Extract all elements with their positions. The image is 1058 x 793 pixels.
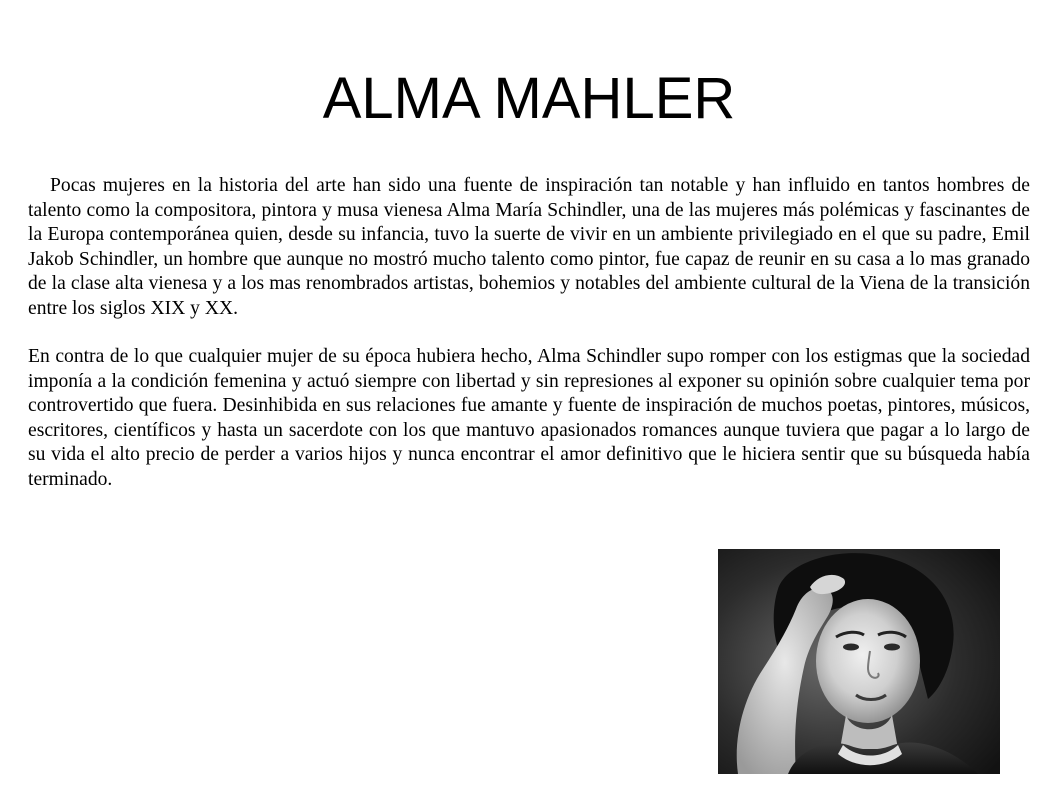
portrait-photo [718, 549, 1000, 774]
paragraph-2: En contra de lo que cualquier mujer de su época hubiera hecho, Alma Schindler supo romper con los estigmas que la sociedad imponía a la condición femenina y actuó siempre con libertad y sin represiones al exponer su opinión sobre cualquier tema por controvertido que fuera. Desinhibida en sus relaciones fue amante y fuente de inspiración de muchos poetas, pintores, músicos, escritores, científicos y hasta un sacerdote con los que mantuvo apasionados romances aunque tuviera que pagar a lo largo de su vida el alto precio de perder a varios hijos y nunca encontrar el amor definitivo que le hiciera sentir que su búsqueda había terminado. [28, 346, 1030, 490]
slide-title: ALMA MAHLER [322, 66, 736, 131]
slide-body [28, 174, 1030, 492]
paragraph-1: Pocas mujeres en la historia del arte han sido una fuente de inspiración tan notable y han influido en tantos hombres de talento como la compositora, pintora y musa vienesa Alma María Schindler, una de las mujeres más polémicas y fascinantes de la Europa contemporánea quien, desde su infancia, tuvo la suerte de vivir en un ambiente privilegiado en el que su padre, Emil Jakob Schindler, un hombre que aunque no mostró mucho talento como pintor, fue capaz de reunir en su casa a lo mas granado de la clase alta vienesa y a los mas renombrados artistas, bohemios y notables del ambiente cultural de la Viena de la transición entre los siglos XIX y XX. [28, 175, 1030, 319]
